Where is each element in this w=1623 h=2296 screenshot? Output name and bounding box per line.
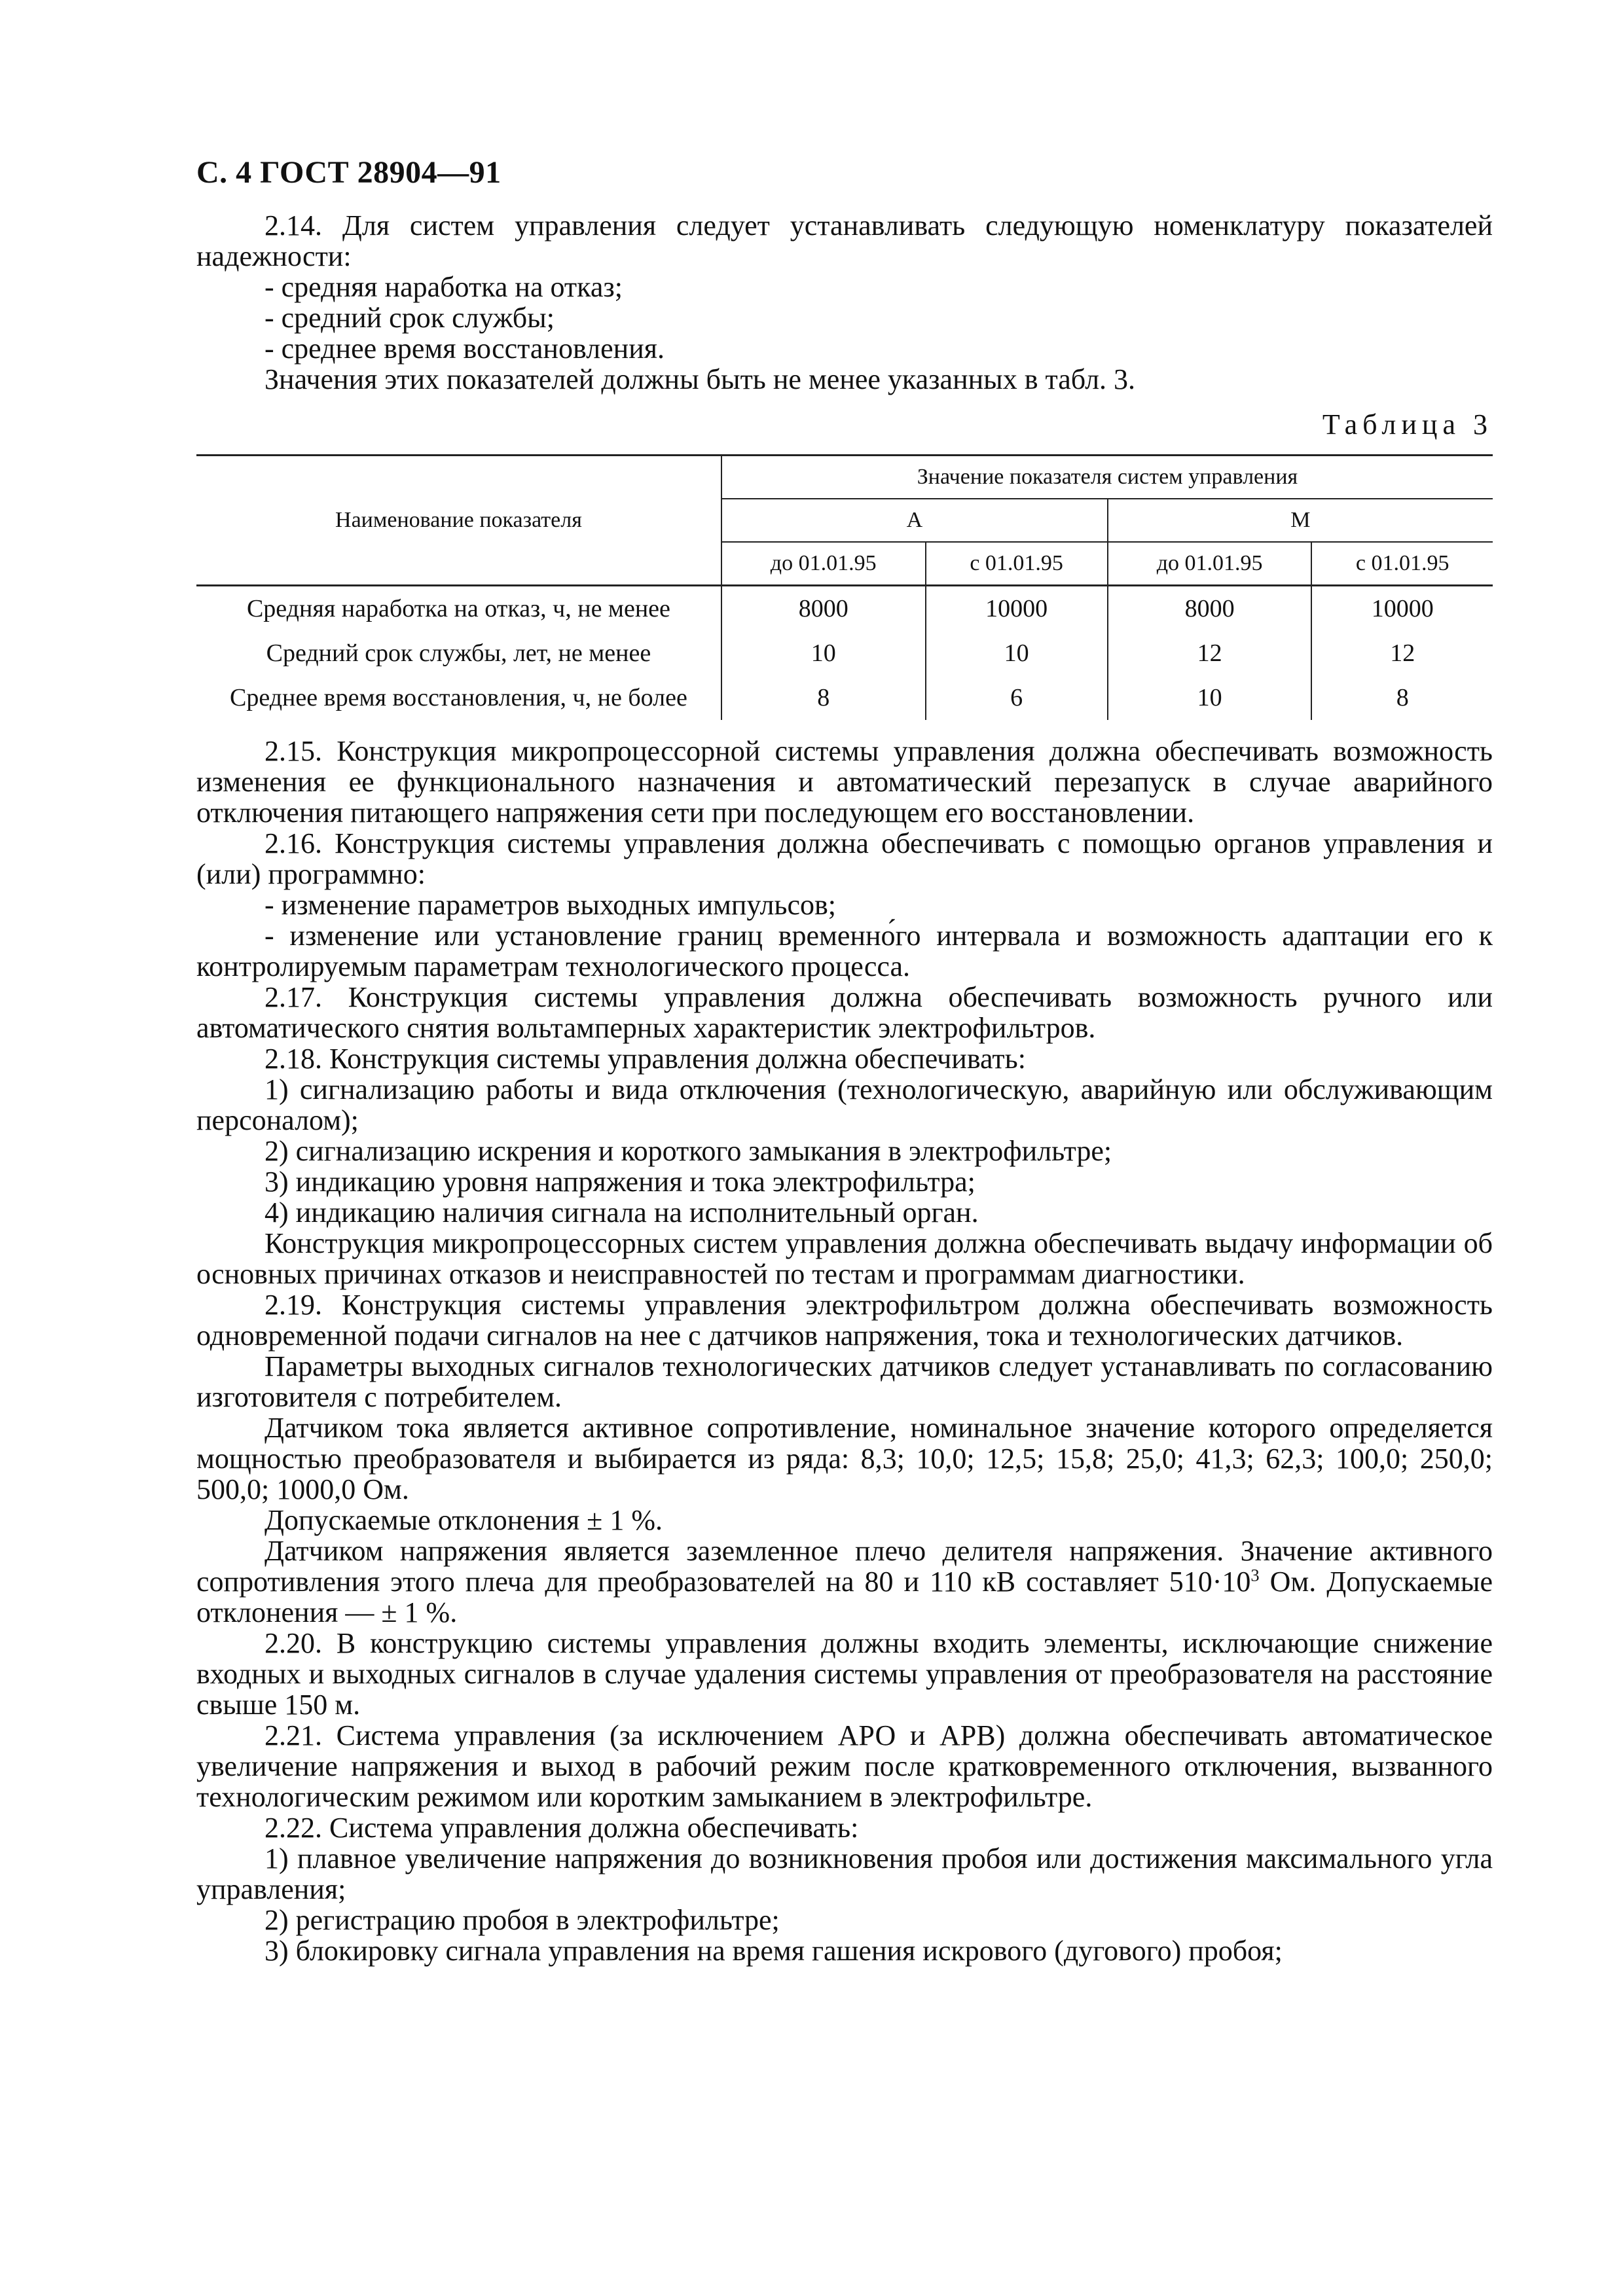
- system-header-a: А: [721, 499, 1108, 542]
- list-item: - изменение параметров выходных импульсов;: [264, 889, 836, 921]
- cell-value: 12: [1108, 631, 1312, 675]
- page-header: С. 4 ГОСТ 28904—91: [196, 155, 501, 190]
- table-3: [196, 454, 1493, 720]
- list-item: - изменение или установление границ временно́го интервала и возможность адаптации его к контролируемым параметрам технологического процесса.: [196, 920, 1493, 982]
- list-item: 3) индикацию уровня напряжения и тока электрофильтра;: [264, 1166, 976, 1198]
- cell-value: 12: [1311, 631, 1493, 675]
- paragraph-2-22: 2.22. Система управления должна обеспечивать:: [264, 1812, 859, 1844]
- list-item: 2) регистрацию пробоя в электрофильтре;: [264, 1904, 780, 1936]
- paragraph-2-20: 2.20. В конструкцию системы управления должны входить элементы, исключающие снижение входных и выходных сигналов в случае удаления системы управления от преобразователя на расстояние свыше 150 м.: [196, 1627, 1493, 1721]
- paragraph-2-19: 2.19. Конструкция системы управления электрофильтром должна обеспечивать возможность одновременной подачи сигналов на нее с датчиков напряжения, тока и технологических датчиков.: [196, 1289, 1493, 1352]
- row-name: Средняя наработка на отказ, ч, не менее: [246, 595, 670, 622]
- paragraph-2-19-params: Параметры выходных сигналов технологических датчиков следует устанавливать по согласованию изготовителя с потребителем.: [196, 1350, 1493, 1413]
- list-item: 1) сигнализацию работы и вида отключения (технологическую, аварийную или обслуживающим персоналом);: [196, 1073, 1493, 1136]
- paragraph-2-19-tolerance: Допускаемые отклонения ± 1 %.: [264, 1504, 663, 1536]
- paragraph-2-17: 2.17. Конструкция системы управления должна обеспечивать возможность ручного или автоматического снятия вольтамперных характеристик электрофильтров.: [196, 981, 1493, 1044]
- list-item: 1) плавное увеличение напряжения до возникновения пробоя или достижения максимального угла управления;: [196, 1842, 1493, 1905]
- table-row: [196, 586, 1493, 632]
- list-item: - среднее время восстановления.: [264, 332, 665, 365]
- cell-value: 8: [1311, 675, 1493, 720]
- cell-value: 10: [1108, 675, 1312, 720]
- list-item: 2) сигнализацию искрения и короткого замыкания в электрофильтре;: [264, 1135, 1112, 1167]
- cell-value: 8000: [721, 586, 926, 632]
- period-header: с 01.01.95: [1311, 542, 1493, 586]
- period-header: до 01.01.95: [721, 542, 926, 586]
- group-header: Значение показателя систем управления: [721, 456, 1493, 499]
- voltage-text-end: Ом. Допускаемые отклонения — ± 1 %.: [196, 1566, 1493, 1628]
- period-header: с 01.01.95: [926, 542, 1108, 586]
- paragraph-2-18: 2.18. Конструкция системы управления должна обеспечивать:: [264, 1043, 1026, 1075]
- paragraph-2-19-current: Датчиком тока является активное сопротивление, номинальное значение которого определяется мощностью преобразователя и выбирается из ряда: 8,3; 10,0; 12,5; 15,8; 25,0; 41,3; 62,3; 100,0; 250,0; 500,0; 1000,0 Ом.: [196, 1412, 1493, 1505]
- paragraph-2-15: 2.15. Конструкция микропроцессорной системы управления должна обеспечивать возможность изменения ее функционального назначения и автоматический перезапуск в случае аварийного отключения питающего напряжения сети при последующем его восстановлении.: [196, 735, 1493, 829]
- paragraph-2-14-closing: Значения этих показателей должны быть не менее указанных в табл. 3.: [264, 363, 1136, 395]
- row-name: Средний срок службы, лет, не менее: [266, 639, 651, 667]
- list-item: - средняя наработка на отказ;: [264, 271, 623, 303]
- system-header-m: М: [1108, 499, 1493, 542]
- cell-value: 10: [721, 631, 926, 675]
- document-page: [196, 157, 1493, 1966]
- cell-value: 10000: [926, 586, 1108, 632]
- table-row: [196, 631, 1493, 675]
- paragraph-2-19-voltage: [196, 1535, 1493, 1628]
- cell-value: 8000: [1108, 586, 1312, 632]
- table-row: [196, 675, 1493, 720]
- list-item: - средний срок службы;: [264, 302, 555, 334]
- cell-value: 10000: [1311, 586, 1493, 632]
- cell-value: 10: [926, 631, 1108, 675]
- exponent: 3: [1250, 1565, 1260, 1585]
- paragraph-2-21: 2.21. Система управления (за исключением АРО и АРВ) должна обеспечивать автоматическое увеличение напряжения и выход в рабочий режим после кратковременного отключения, вызванного технологическим режимом или коротким замыканием в электрофильтре.: [196, 1719, 1493, 1813]
- table-caption: Таблица 3: [1322, 408, 1493, 440]
- period-header: до 01.01.95: [1108, 542, 1312, 586]
- paragraph-2-16: 2.16. Конструкция системы управления должна обеспечивать с помощью органов управления и (или) программно:: [196, 827, 1493, 890]
- cell-value: 8: [721, 675, 926, 720]
- col-header-name: Наименование показателя: [196, 456, 721, 586]
- voltage-text: Датчиком напряжения является заземленное плечо делителя напряжения. Значение активного сопротивления этого плеча для преобразователей на 80 и 110 кВ составляет 510·10: [196, 1535, 1493, 1598]
- cell-value: 6: [926, 675, 1108, 720]
- paragraph-2-14: 2.14. Для систем управления следует устанавливать следующую номенклатуру показателей надежности:: [196, 209, 1493, 272]
- paragraph-2-18-closing: Конструкция микропроцессорных систем управления должна обеспечивать выдачу информации об основных причинах отказов и неисправностей по тестам и программам диагностики.: [196, 1227, 1493, 1290]
- list-item: 4) индикацию наличия сигнала на исполнительный орган.: [264, 1196, 979, 1229]
- row-name: Среднее время восстановления, ч, не более: [230, 684, 687, 711]
- list-item: 3) блокировку сигнала управления на время гашения искрового (дугового) пробоя;: [264, 1935, 1283, 1967]
